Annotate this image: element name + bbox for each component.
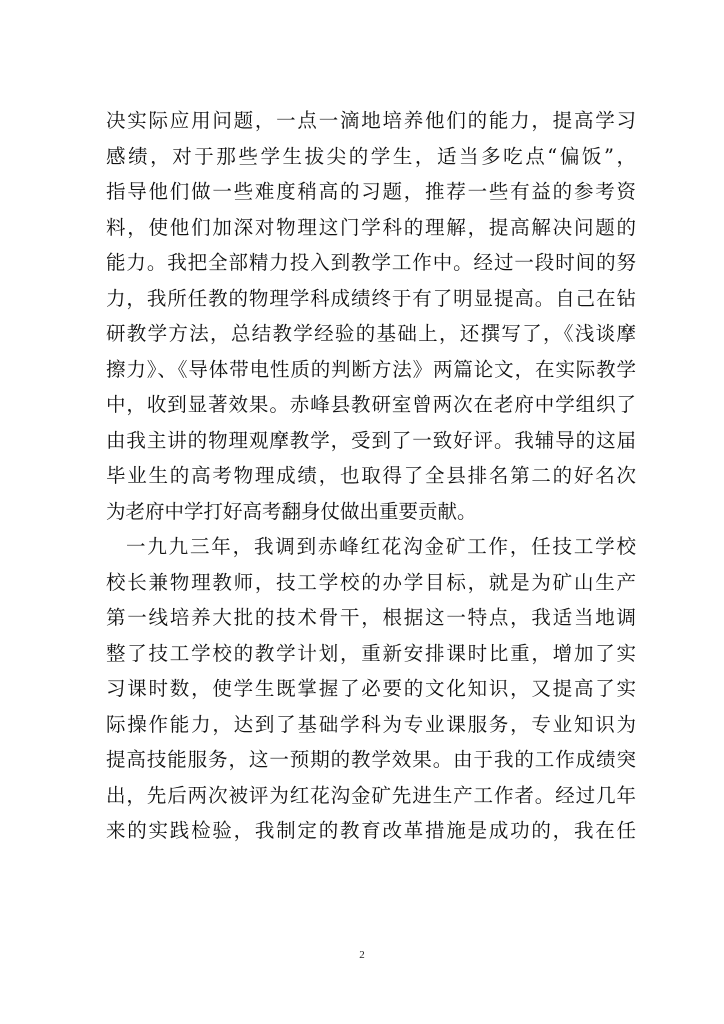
text-line: 力，我所任教的物理学科成绩终于有了明显提高。自己在钻 bbox=[106, 286, 636, 310]
text-line: 决实际应用问题，一点一滴地培养他们的能力，提高学习 bbox=[106, 109, 636, 132]
text-line: 为老府中学打好高考翻身仗做出重要贡献。 bbox=[106, 499, 477, 523]
text-line: 由我主讲的物理观摩教学，受到了一致好评。我辅导的这届 bbox=[106, 428, 636, 452]
paragraph bbox=[106, 103, 636, 529]
text-line: 出，先后两次被评为红花沟金矿先进生产工作者。经过几年 bbox=[106, 783, 636, 807]
text-line: 第一线培养大批的技术骨干，根据这一特点，我适当地调 bbox=[106, 606, 636, 629]
text-line: 研教学方法，总结教学经验的基础上，还撰写了，《浅谈摩 bbox=[106, 322, 636, 345]
text-line: 一九九三年，我调到赤峰红花沟金矿工作，任技工学校 bbox=[126, 535, 636, 558]
text-line: 习课时数，使学生既掌握了必要的文化知识，又提高了实 bbox=[106, 677, 636, 700]
text-line: 能力。我把全部精力投入到教学工作中。经过一段时间的努 bbox=[106, 251, 636, 274]
text-line: 际操作能力，达到了基础学科为专业课服务，专业知识为 bbox=[106, 712, 636, 736]
text-line: 整了技工学校的教学计划，重新安排课时比重，增加了实 bbox=[106, 641, 636, 665]
text-line: 感绩，对于那些学生拔尖的学生，适当多吃点“偏饭”， bbox=[106, 144, 636, 168]
page-number: 2 bbox=[359, 949, 365, 961]
text-line: 提高技能服务，这一预期的教学效果。由于我的工作成绩突 bbox=[106, 748, 636, 771]
text-line: 擦力》、《导体带电性质的判断方法》两篇论文，在实际教学 bbox=[106, 357, 636, 381]
text-line: 中，收到显著效果。赤峰县教研室曾两次在老府中学组织了 bbox=[106, 393, 636, 416]
paragraph bbox=[106, 529, 636, 849]
text-line: 毕业生的高考物理成绩，也取得了全县排名第二的好名次 bbox=[106, 464, 636, 487]
text-line: 校长兼物理教师，技工学校的办学目标，就是为矿山生产 bbox=[106, 570, 636, 594]
body-text bbox=[106, 103, 636, 849]
text-line: 料，使他们加深对物理这门学科的理解，提高解决问题的 bbox=[106, 215, 636, 239]
text-line: 指导他们做一些难度稍高的习题，推荐一些有益的参考资 bbox=[106, 180, 636, 203]
text-line: 来的实践检验，我制定的教育改革措施是成功的，我在任 bbox=[106, 819, 636, 842]
